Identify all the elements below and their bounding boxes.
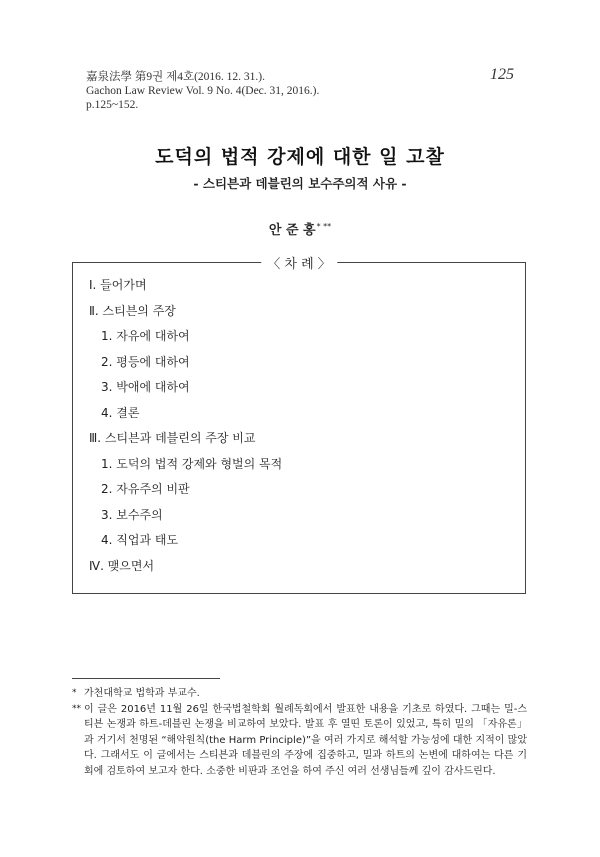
toc-item-1: Ⅰ. 들어가며 <box>89 278 147 292</box>
footnotes <box>72 686 527 779</box>
footnote-mark: * <box>72 688 77 698</box>
toc-item-2-3: 3. 박애에 대하여 <box>101 380 190 394</box>
paper-subtitle: - 스티븐과 데블린의 보수주의적 사유 - <box>193 176 407 191</box>
toc-heading: 〈 차 례 〉 <box>261 253 337 272</box>
toc-item-3: Ⅲ. 스티븐과 데블린의 주장 비교 <box>89 431 256 445</box>
toc-item-2-2: 2. 평등에 대하여 <box>101 354 190 369</box>
toc-item-4: Ⅳ. 맺으면서 <box>89 558 155 573</box>
toc-list <box>89 273 515 579</box>
page-number: 125 <box>490 66 514 83</box>
running-header <box>86 70 319 112</box>
footnote-divider <box>72 678 220 679</box>
toc-item-3-4: 4. 직업과 태도 <box>101 533 179 547</box>
footnote-text: 이 글은 2016년 11월 26일 한국법철학회 월례독회에서 발표한 내용을 기초로 하였다. 그때는 밀-스티븐 논쟁과 하트-데블린 논쟁을 비교하여 보았다. 발표 후 열띤 토론이 있었고, 특히 밀의 「자유론」과 거기서 천명된 “해악원칙(the Harm Principle)”을 여러 가지로 해석할 가능성에 대한 지적이 많았다. 그래서도 이 글에서는 스티븐과 데블린의 주장에 집중하고, 밀과 하트의 논변에 대하여는 다른 기회에 검토하여 보고자 한다. 소중한 비판과 조언을 하여 주신 여러 선생님들께 깊이 감사드린다. <box>84 703 527 777</box>
toc-item-2: Ⅱ. 스티븐의 주장 <box>89 303 176 318</box>
toc-item-3-3: 3. 보수주의 <box>101 507 163 522</box>
toc-item-3-2: 2. 자유주의 비판 <box>101 482 190 496</box>
toc-item-2-4: 4. 결론 <box>101 405 140 420</box>
toc-item-2-1: 1. 자유에 대하여 <box>101 329 190 343</box>
table-of-contents <box>72 257 526 594</box>
author-name: 안 준 홍 <box>268 223 316 238</box>
page-range: p.125~152. <box>86 99 139 111</box>
author-footnote-marks: * ** <box>316 221 332 231</box>
footnote-mark: ** <box>72 703 81 714</box>
author-line <box>0 219 600 238</box>
footnote-2 <box>72 702 527 780</box>
journal-korean: 嘉泉法學 第9권 제4호(2016. 12. 31.). <box>86 71 265 83</box>
toc-item-3-1: 1. 도덕의 법적 강제와 형벌의 목적 <box>101 456 283 471</box>
footnote-text: 가천대학교 법학과 부교수. <box>84 688 200 699</box>
journal-english: Gachon Law Review Vol. 9 No. 4(Dec. 31, 2016.). <box>86 85 320 97</box>
footnote-1 <box>72 686 527 702</box>
paper-title: 도덕의 법적 강제에 대한 일 고찰 <box>155 146 445 168</box>
